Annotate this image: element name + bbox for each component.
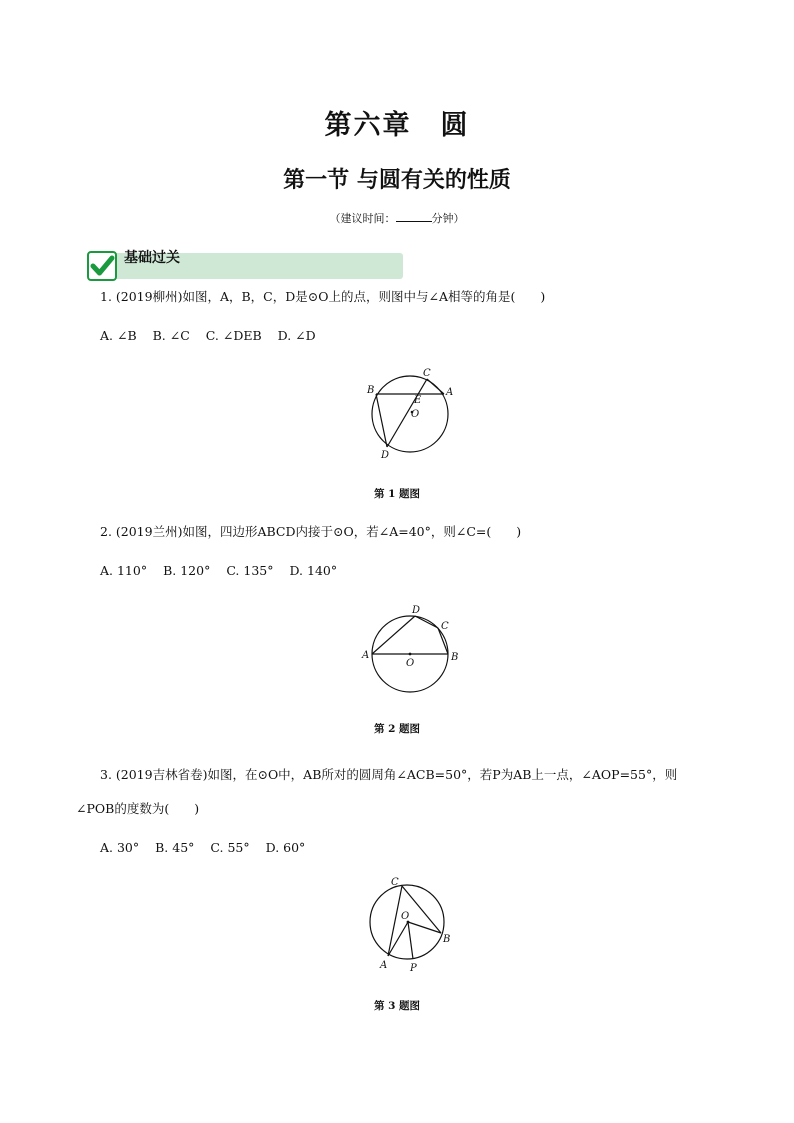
fig1-label-o: O — [411, 409, 420, 420]
time-blank[interactable] — [396, 211, 432, 222]
fig1-label-a: A — [446, 387, 454, 398]
q2-option-d[interactable]: D. 140° — [289, 563, 338, 578]
q2-option-c[interactable]: C. 135° — [226, 563, 274, 578]
q3-option-c[interactable]: C. 55° — [210, 840, 250, 855]
figure-1-caption: 第 1 题图 — [373, 488, 421, 500]
fig2-label-b: B — [451, 652, 459, 663]
time-hint-prefix: （建议时间： — [329, 212, 396, 225]
fig3-label-c: C — [391, 877, 399, 888]
fig3-label-a: A — [380, 960, 388, 971]
question-2-options — [100, 563, 349, 578]
fig2-label-c: C — [441, 621, 449, 632]
question-3-options — [100, 840, 317, 855]
fig1-label-b: B — [367, 385, 375, 396]
question-3-line-2: ∠POB的度数为( ) — [76, 801, 200, 816]
figure-3-caption: 第 3 题图 — [373, 1000, 421, 1012]
q3-option-b[interactable]: B. 45° — [155, 840, 195, 855]
suggested-time — [0, 210, 794, 226]
fig1-label-d: D — [381, 450, 390, 461]
q3-option-d[interactable]: D. 60° — [265, 840, 306, 855]
banner-label: 基础过关 — [124, 250, 180, 266]
q2-option-b[interactable]: B. 120° — [163, 563, 211, 578]
fig1-label-c: C — [423, 368, 431, 379]
fig3-label-o: O — [401, 911, 410, 922]
time-hint-suffix: 分钟） — [431, 212, 465, 225]
figure-1 — [360, 365, 460, 465]
figure-3 — [365, 872, 465, 977]
figure-2 — [355, 598, 470, 698]
q1-option-c[interactable]: C. ∠DEB — [205, 328, 262, 343]
fig3-label-p: P — [410, 963, 417, 974]
fig1-label-e: E — [414, 395, 422, 406]
fig2-label-o: O — [406, 658, 415, 669]
question-1: 1. (2019柳州)如图，A，B，C，D是⊙O上的点，则图中与∠A相等的角是( ) — [100, 289, 546, 304]
figure-2-caption: 第 2 题图 — [373, 723, 421, 735]
fig3-label-b: B — [443, 934, 451, 945]
q1-option-b[interactable]: B. ∠C — [152, 328, 190, 343]
fig2-label-d: D — [412, 605, 421, 616]
fig2-label-a: A — [362, 650, 370, 661]
section-title: 第一节 与圆有关的性质 — [283, 167, 511, 193]
q1-option-d[interactable]: D. ∠D — [277, 328, 316, 343]
q3-option-a[interactable]: A. 30° — [100, 840, 140, 855]
q2-option-a[interactable]: A. 110° — [100, 563, 148, 578]
check-icon — [87, 251, 117, 281]
question-3-line-1: 3. (2019吉林省卷)如图，在⊙O中，AB所对的圆周角∠ACB=50°，若P为AB上一点，∠AOP=55°，则 — [100, 767, 678, 782]
q1-option-a[interactable]: A. ∠B — [100, 328, 137, 343]
question-1-options — [100, 328, 328, 343]
question-2: 2. (2019兰州)如图，四边形ABCD内接于⊙O，若∠A=40°，则∠C=( ) — [100, 524, 522, 539]
chapter-title: 第六章 圆 — [324, 110, 470, 141]
